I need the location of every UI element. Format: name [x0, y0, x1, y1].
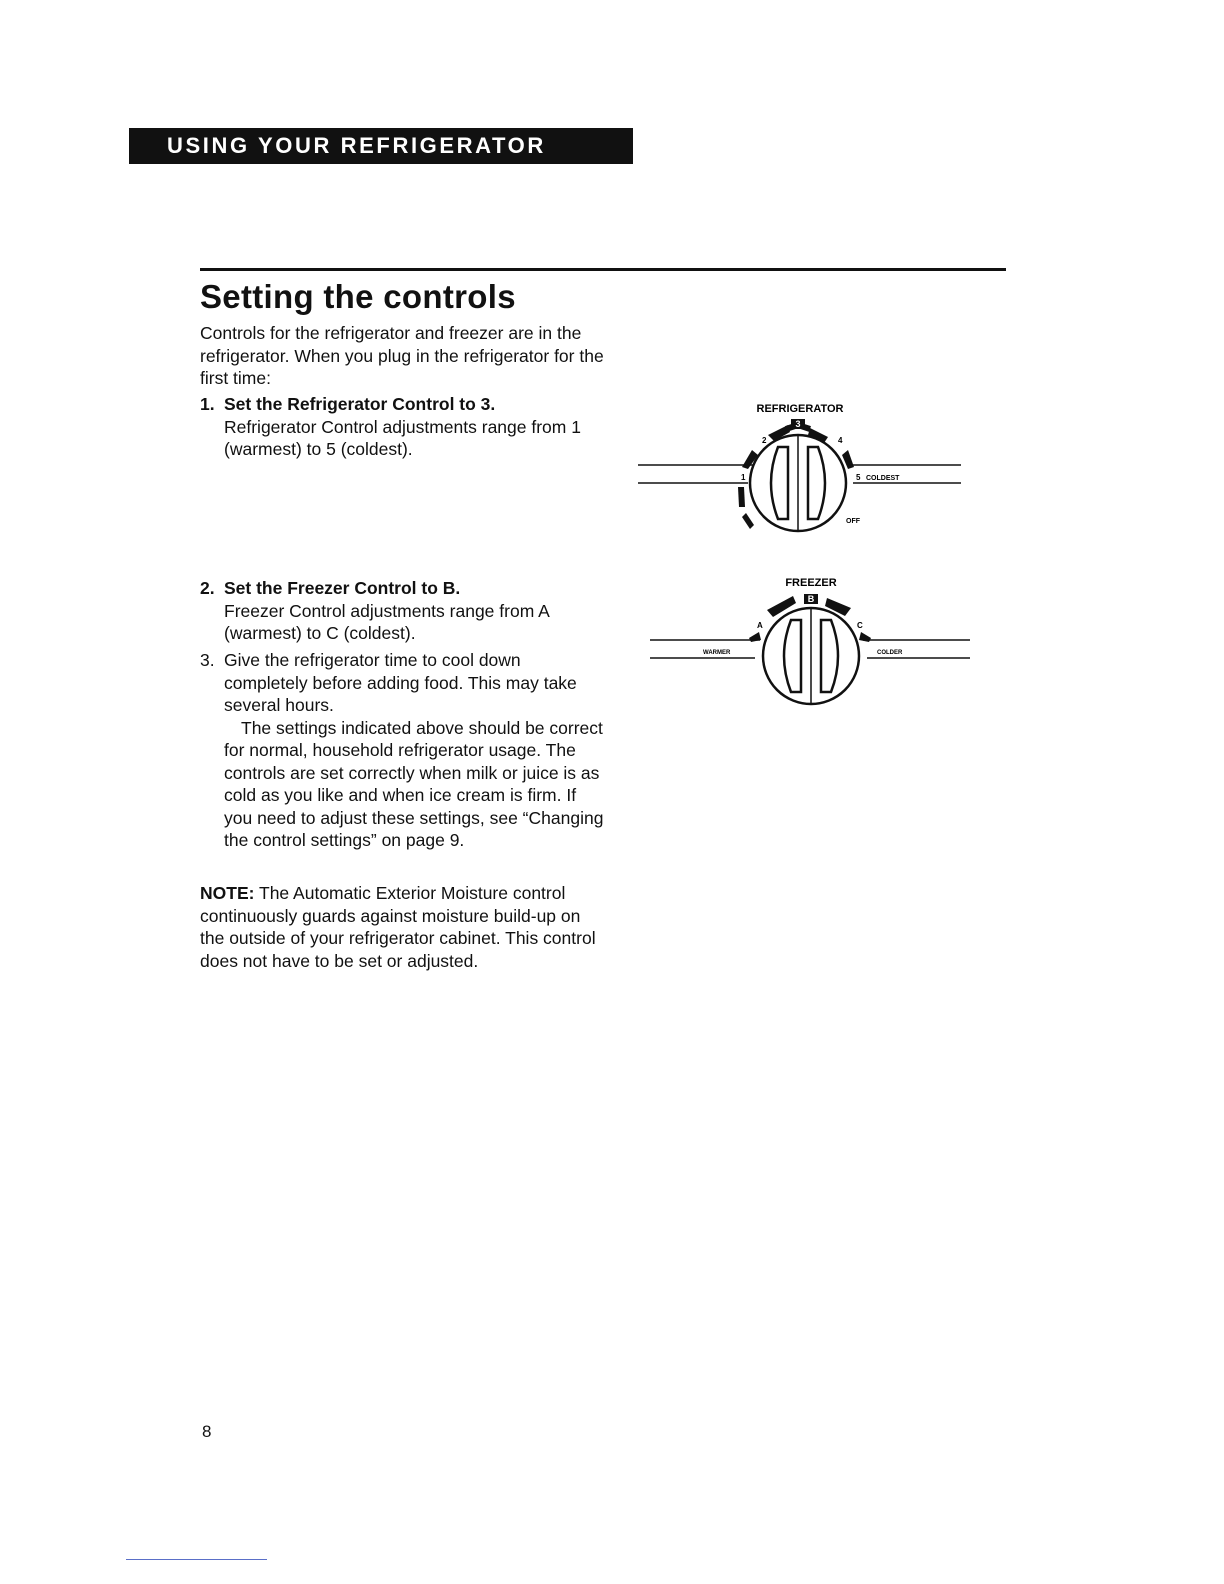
step-number: 2. — [200, 578, 215, 598]
mark-5: 5 — [856, 473, 861, 482]
refrigerator-dial-label: REFRIGERATOR — [756, 403, 844, 415]
knob-grip-right — [808, 447, 825, 519]
step-text: Give the refrigerator time to cool down completely before adding food. This may take several hours. — [224, 650, 577, 715]
freezer-dial-diagram — [645, 570, 975, 710]
section-banner: USING YOUR REFRIGERATOR — [129, 128, 633, 164]
step-heading: Set the Freezer Control to B. — [224, 578, 461, 598]
knob-grip-right — [821, 620, 838, 692]
page-title: Setting the controls — [200, 278, 516, 315]
step-number: 1. — [200, 394, 215, 414]
freezer-dial-label: FREEZER — [785, 577, 837, 589]
mark-2: 2 — [762, 436, 767, 445]
warmer-label: WARMER — [703, 650, 731, 656]
step-number: 3. — [200, 650, 215, 670]
step-3 — [200, 649, 610, 852]
dial-arrow — [738, 487, 745, 507]
step-text: Refrigerator Control adjustments range from 1 (warmest) to 5 (coldest). — [224, 416, 581, 459]
step-1 — [200, 393, 610, 461]
refrigerator-dial-diagram — [638, 395, 968, 545]
mark-a: A — [757, 621, 763, 630]
mark-4: 4 — [838, 436, 843, 445]
note-text: The Automatic Exterior Moisture control continuously guards against moisture build-up on the outside of your refrigerator cabinet. This control does not have to be set or adjusted. — [200, 883, 596, 971]
colder-label: COLDER — [877, 650, 903, 656]
dial-arrow — [742, 513, 754, 529]
title-rule — [200, 268, 1006, 271]
freezer-setting-mark: B — [807, 594, 815, 604]
intro-paragraph: Controls for the refrigerator and freezer are in the refrigerator. When you plug in the refrigerator for the first time: — [200, 323, 604, 388]
page-number: 8 — [202, 1422, 212, 1441]
mark-1: 1 — [741, 473, 746, 482]
step-2 — [200, 577, 610, 645]
coldest-label: COLDEST — [866, 475, 900, 482]
step-heading: Set the Refrigerator Control to 3. — [224, 394, 496, 414]
step-extra-text: The settings indicated above should be correct for normal, household refrigerator usage. The controls are set correctly when milk or juice is as cold as you like and when ice cream is firm. If you need to adjust these settings, see “Changing the control settings” on page 9. — [224, 717, 604, 850]
note-label: NOTE: — [200, 883, 255, 903]
mark-c: C — [857, 621, 863, 630]
off-label: OFF — [846, 518, 860, 525]
dial-arrow — [859, 632, 871, 642]
knob-grip-left — [784, 620, 801, 692]
step-text: Freezer Control adjustments range from A (warmest) to C (coldest). — [224, 600, 549, 643]
knob-grip-left — [771, 447, 788, 519]
footer-line — [126, 1559, 267, 1560]
refrigerator-setting-mark: 3 — [795, 419, 801, 429]
note-paragraph — [200, 882, 600, 972]
